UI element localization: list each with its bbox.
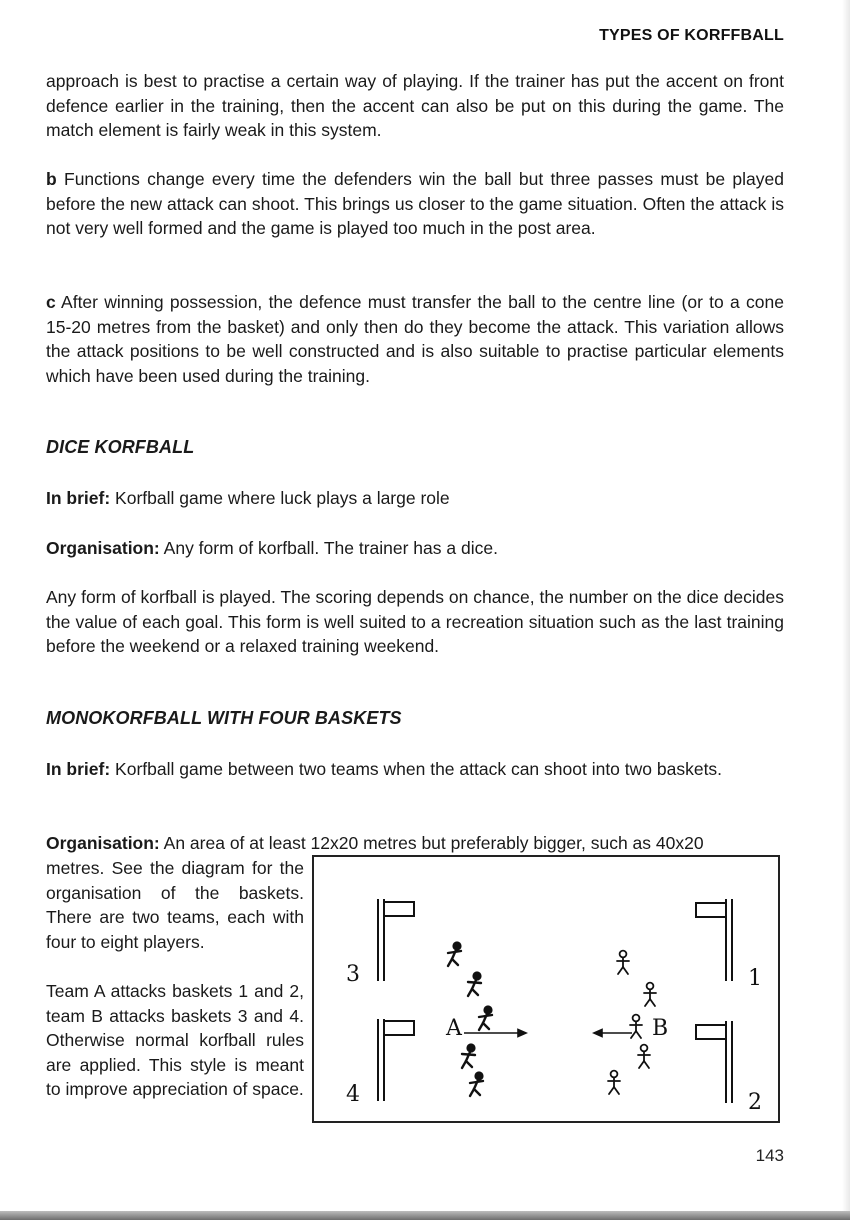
dice-brief-text: Korfball game where luck plays a large role — [110, 488, 450, 508]
page-bottom-edge — [0, 1211, 850, 1220]
dice-org-label: Organisation: — [46, 538, 160, 558]
team-b-players — [608, 951, 656, 1094]
variation-c-paragraph — [46, 290, 784, 388]
running-header: TYPES OF KORFFBALL — [599, 27, 784, 44]
basket-layout-diagram — [312, 855, 780, 1123]
variation-b-letter: b — [46, 169, 57, 189]
dice-brief-label: In brief: — [46, 488, 111, 508]
mono-organisation — [46, 831, 784, 856]
basket-2-label: 2 — [748, 1090, 762, 1115]
team-b-label: B — [652, 1016, 669, 1041]
page-edge-shadow — [842, 0, 850, 1220]
dice-organisation — [46, 536, 784, 561]
mono-brief-text: Korfball game between two teams when the attack can shoot into two baskets. — [110, 759, 723, 779]
dice-org-text: Any form of korfball. The trainer has a dice. — [159, 538, 498, 558]
mono-rules: Team A attacks baskets 1 and 2, team B attacks baskets 3 and 4. Otherwise normal korfball rules are applied. This style is meant to improve appreciation of space. — [46, 981, 304, 1099]
dice-korfball-heading: DICE KORFBALL — [46, 437, 195, 457]
variation-b-text: Functions change every time the defenders win the ball but three passes must be played before the new attack can shoot. This brings us closer to the game situation. Often the attack is not very well formed and the game is played too much in the post area. — [46, 169, 784, 238]
basket-1-label: 1 — [748, 966, 762, 991]
dice-body: Any form of korfball is played. The scoring depends on chance, the number on the dice decides the value of each goal. This form is well suited to a recreation situation such as the last training before the weekend or a relaxed training weekend. — [46, 587, 784, 656]
mono-org-label: Organisation: — [46, 833, 160, 853]
basket-3 — [378, 899, 414, 981]
basket-4-label: 4 — [346, 1082, 360, 1107]
diagram-drawing — [314, 857, 778, 1121]
intro-paragraph: approach is best to practise a certain way of playing. If the trainer has put the accent on front defence earlier in the training, then the accent can also be put on this during the game. The match element is fairly weak in this system. — [46, 71, 784, 140]
mono-brief — [46, 757, 784, 782]
variation-c-letter: c — [46, 292, 56, 312]
monokorfball-heading: MONOKORFBALL WITH FOUR BASKETS — [46, 708, 402, 728]
basket-3-label: 3 — [346, 962, 360, 987]
dice-brief — [46, 486, 784, 511]
basket-2 — [696, 1021, 732, 1103]
basket-4 — [378, 1019, 414, 1101]
variation-c-text: After winning possession, the defence must transfer the ball to the centre line (or to a cone 15-20 metres from the basket) and only then do they become the attack. This variation allows the attack positions to be well constructed and is also suitable to practise particular elements which have been used during the training. — [46, 292, 784, 386]
team-a-arrow — [464, 1030, 526, 1037]
basket-1 — [696, 899, 732, 981]
team-b-arrow — [594, 1030, 632, 1037]
page-number: 143 — [755, 1146, 784, 1165]
variation-b-paragraph — [46, 167, 784, 241]
team-a-label: A — [446, 1016, 462, 1041]
mono-org-text: An area of at least 12x20 metres but preferably bigger, such as 40x20 — [159, 833, 704, 853]
mono-organisation-continued: metres. See the diagram for the organisation of the baskets. There are two teams, each with four to eight players. — [46, 858, 304, 952]
mono-brief-label: In brief: — [46, 759, 111, 779]
